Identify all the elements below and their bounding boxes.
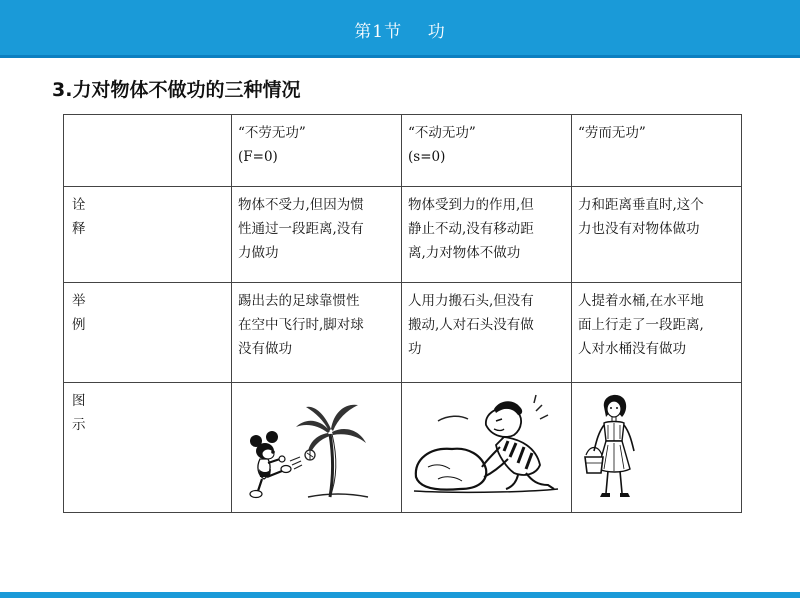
pushing-rock-illustration (408, 389, 566, 505)
figure-cell-carrying-bucket (572, 383, 742, 513)
table-row-figure (64, 383, 742, 513)
carrying-bucket-illustration (578, 389, 736, 505)
cell-line: 在空中飞行时,脚对球 (238, 317, 364, 333)
cell-line: 搬动,人对石头没有做 (408, 317, 534, 333)
figure-cell-kicked-ball (232, 383, 402, 513)
cell-line: 力和距离垂直时,这个 (578, 197, 704, 213)
row-label-char: 诠 (72, 197, 86, 213)
table-cell (402, 187, 572, 283)
column-condition: (F=0) (238, 149, 278, 165)
table-cell (232, 187, 402, 283)
cell-line: 功 (408, 341, 422, 357)
row-label-char: 举 (72, 293, 86, 309)
header-bar (0, 0, 800, 58)
row-label-char: 图 (72, 393, 86, 409)
cell-line: 力也没有对物体做功 (578, 221, 700, 237)
column-header-s-zero (402, 115, 572, 187)
cell-line: 离,力对物体不做功 (408, 245, 521, 261)
table-cell (232, 283, 402, 383)
cell-line: 物体不受力,但因为惯 (238, 197, 364, 213)
column-condition: (s=0) (408, 149, 446, 165)
page-title: 第1节 功 (354, 22, 446, 42)
row-label-explain (64, 187, 232, 283)
table-cell (572, 187, 742, 283)
table-cell (572, 283, 742, 383)
row-label-figure (64, 383, 232, 513)
table-row-explain (64, 187, 742, 283)
corner-cell (64, 115, 232, 187)
cell-line: 静止不动,没有移动距 (408, 221, 534, 237)
column-name: “不动无功” (408, 125, 476, 141)
cell-line: 人对水桶没有做功 (578, 341, 686, 357)
cell-line: 面上行走了一段距离, (578, 317, 704, 333)
row-label-char: 示 (72, 417, 86, 433)
section-heading: 3.力对物体不做功的三种情况 (52, 79, 301, 101)
cell-line: 人用力搬石头,但没有 (408, 293, 534, 309)
cell-line: 没有做功 (238, 341, 292, 357)
figure-cell-pushing-rock (402, 383, 572, 513)
cell-line: 性通过一段距离,没有 (238, 221, 364, 237)
cell-line: 踢出去的足球靠惯性 (238, 293, 360, 309)
footer-bar (0, 592, 800, 598)
kicked-ball-illustration (238, 389, 396, 505)
column-name: “劳而无功” (578, 125, 646, 141)
column-name: “不劳无功” (238, 125, 306, 141)
cell-line: 物体受到力的作用,但 (408, 197, 534, 213)
row-label-example (64, 283, 232, 383)
column-header-f-zero (232, 115, 402, 187)
row-label-char: 例 (72, 317, 86, 333)
table-row-example (64, 283, 742, 383)
table-header-row (64, 115, 742, 187)
table-cell (402, 283, 572, 383)
row-label-char: 释 (72, 221, 86, 237)
cell-line: 力做功 (238, 245, 279, 261)
comparison-table (63, 114, 742, 513)
column-header-perpendicular (572, 115, 742, 187)
cell-line: 人提着水桶,在水平地 (578, 293, 704, 309)
